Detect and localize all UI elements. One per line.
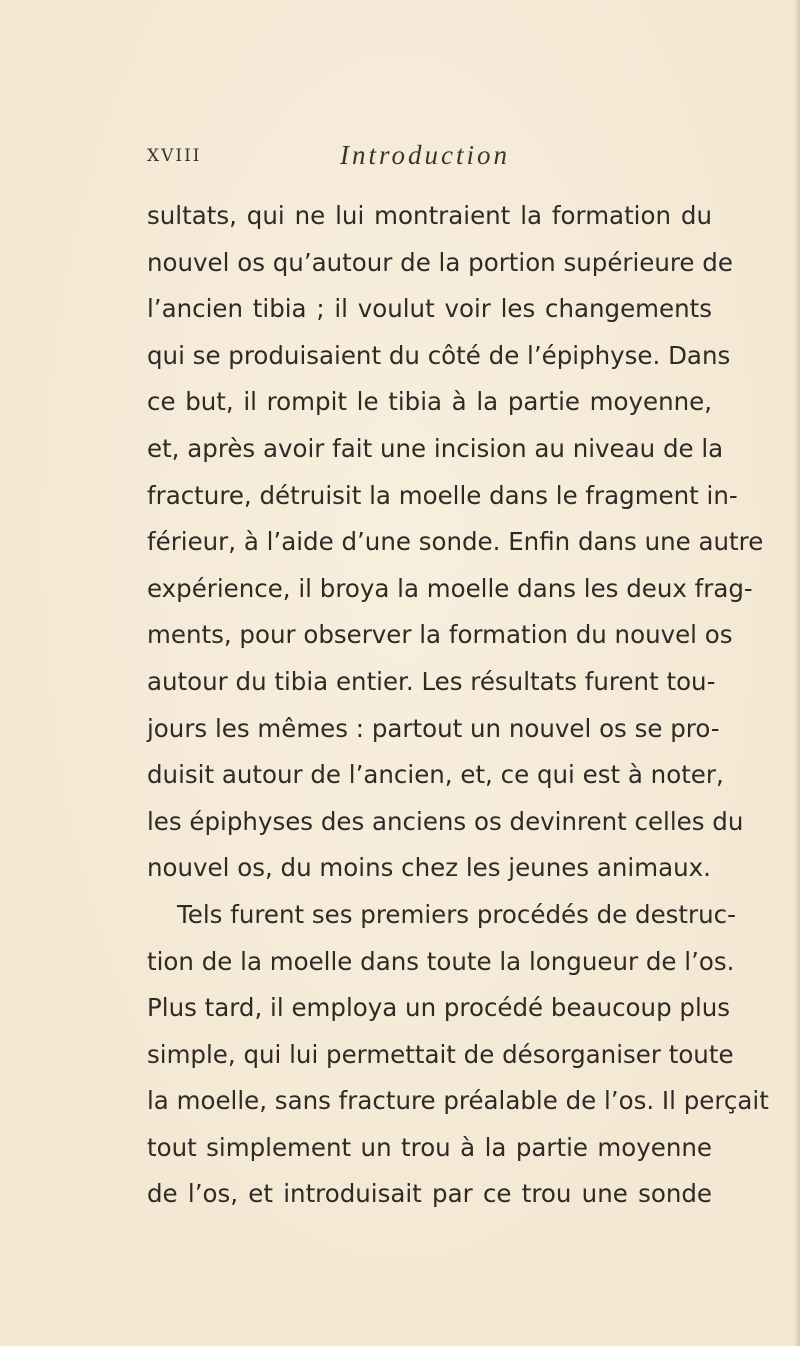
text-line: nouvel os, du moins chez les jeunes animaux. [147, 853, 711, 883]
text-line: férieur, à l’aide d’une sonde. Enfin dans une autre [147, 527, 764, 557]
text-line: de l’os, et introduisait par ce trou une sonde [147, 1179, 712, 1209]
text-line: qui se produisaient du côté de l’épiphyse. Dans [147, 340, 731, 370]
text-line: simple, qui lui permettait de désorganiser toute [147, 1039, 734, 1069]
text-line: sultats, qui ne lui montraient la formation du [147, 201, 712, 230]
text-line: ce but, il rompit le tibia à la partie moyenne, [147, 387, 712, 417]
text-line: fracture, détruisit la moelle dans le fragment in- [147, 480, 738, 510]
text-line: tout simplement un trou à la partie moyenne [147, 1132, 712, 1162]
running-title: Introduction [340, 140, 510, 170]
text-line: autour du tibia entier. Les résultats furent tou- [147, 666, 716, 696]
text-line: la moelle, sans fracture préalable de l’os. Il perçait [147, 1086, 769, 1116]
text-line: ments, pour observer la formation du nouvel os [147, 620, 733, 650]
body-text [147, 193, 769, 1218]
running-head [147, 140, 712, 176]
text-line: les épiphyses des anciens os devinrent celles du [147, 806, 744, 836]
text-line: Tels furent ses premiers procédés de destruc- [177, 899, 736, 929]
text-line: expérience, il broya la moelle dans les deux frag- [147, 573, 753, 603]
text-line: duisit autour de l’ancien, et, ce qui est à noter, [147, 760, 724, 790]
text-line: et, après avoir fait une incision au niveau de la [147, 433, 724, 463]
page-edge-shadow [794, 0, 800, 1346]
text-line: Plus tard, il employa un procédé beaucoup plus [147, 993, 731, 1023]
page-number: XVIII [147, 146, 202, 166]
text-line: jours les mêmes : partout un nouvel os se pro- [147, 713, 720, 743]
text-line: nouvel os qu’autour de la portion supérieure de [147, 247, 733, 277]
text-line: tion de la moelle dans toute la longueur de l’os. [147, 946, 735, 976]
text-line: l’ancien tibia ; il voulut voir les changements [147, 294, 712, 324]
